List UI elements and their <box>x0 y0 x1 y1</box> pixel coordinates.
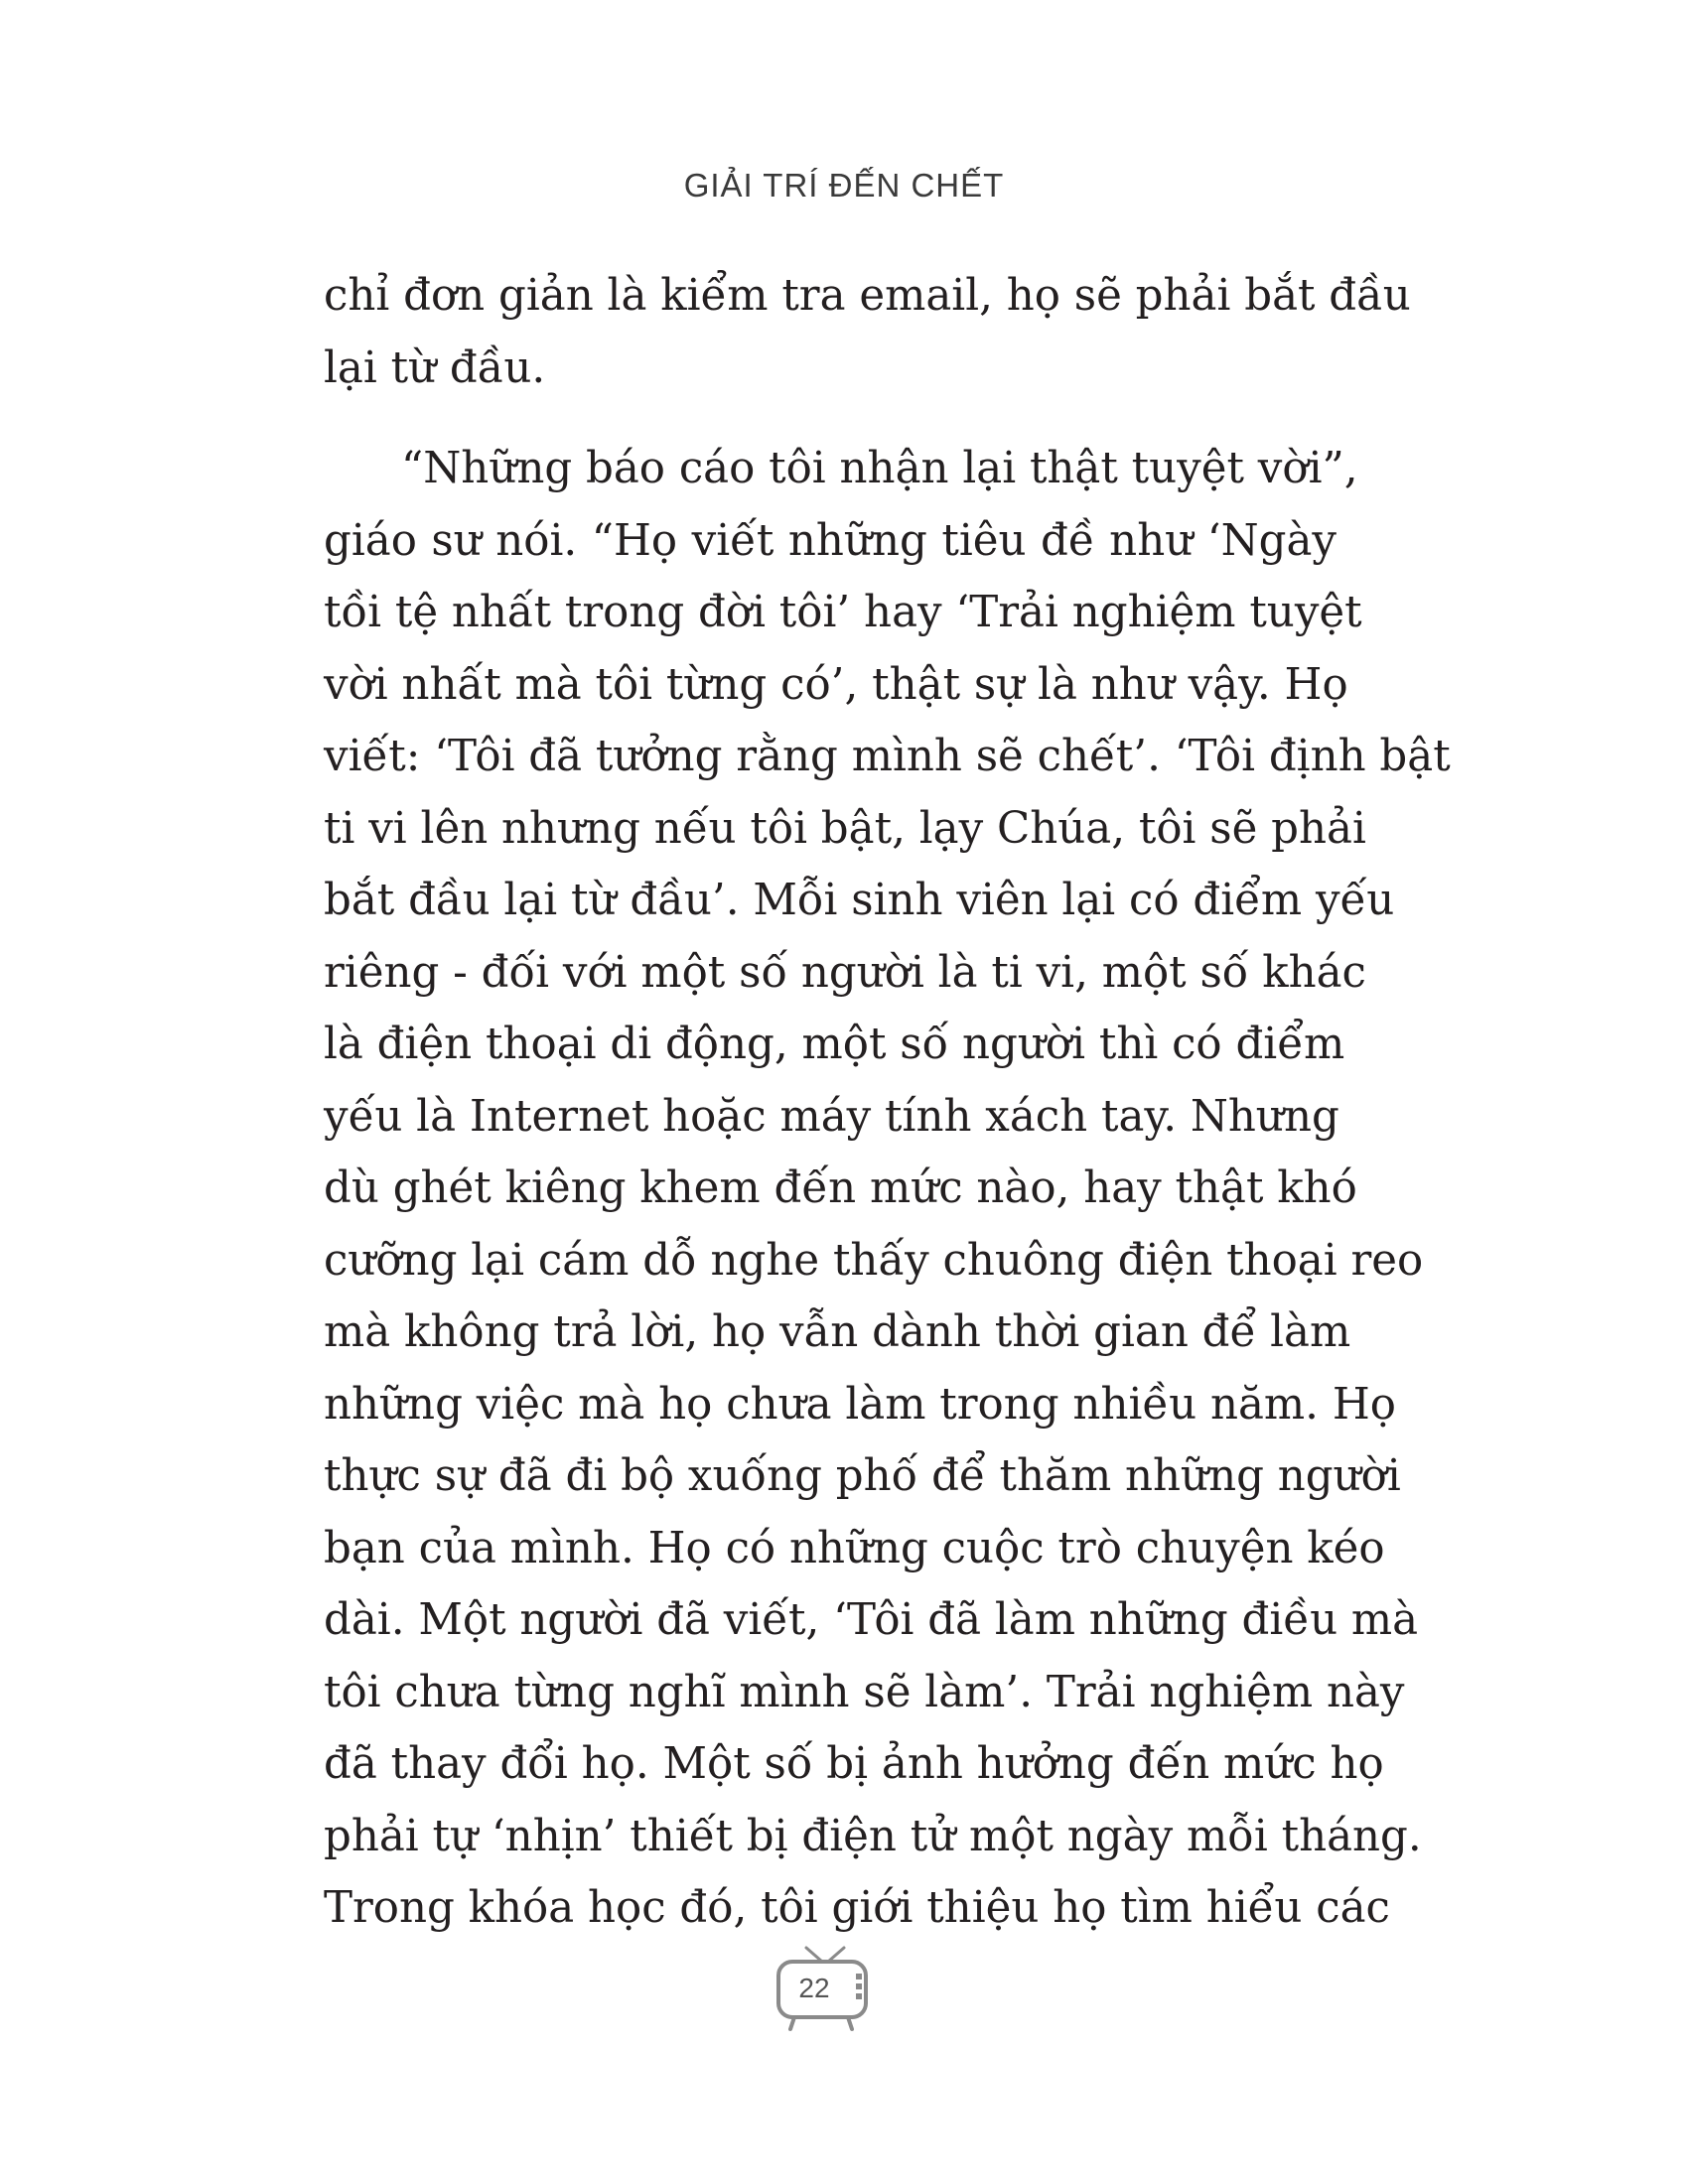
text-line-16: những việc mà họ chưa làm trong nhiều năm. Họ <box>324 1379 1396 1430</box>
text-line-10: riêng - đối với một số người là ti vi, một số khác <box>324 947 1366 998</box>
text-line-17: thực sự đã đi bộ xuống phố để thăm những người <box>324 1451 1401 1501</box>
text-line-4: giáo sư nói. “Họ viết những tiêu đề như ‘Ngày <box>324 515 1336 566</box>
text-line-7: viết: ‘Tôi đã tưởng rằng mình sẽ chết’. ‘Tôi định bật <box>324 732 1451 781</box>
text-line-23: Trong khóa học đó, tôi giới thiệu họ tìm hiểu các <box>324 1883 1390 1933</box>
running-head: GIẢI TRÍ ĐẾN CHẾT <box>683 167 1005 204</box>
text-line-5: tồi tệ nhất trong đời tôi’ hay ‘Trải nghiệm tuyệt <box>324 588 1362 637</box>
text-line-6: vời nhất mà tôi từng có’, thật sự là như vậy. Họ <box>324 659 1348 710</box>
text-line-11: là điện thoại di động, một số người thì có điểm <box>324 1020 1345 1069</box>
page-number-footer <box>0 1944 1688 2033</box>
text-line-8: ti vi lên nhưng nếu tôi bật, lạy Chúa, tôi sẽ phải <box>324 803 1366 854</box>
text-line-3: “Những báo cáo tôi nhận lại thật tuyệt vời”, <box>401 444 1358 493</box>
text-line-22: phải tự ‘nhịn’ thiết bị điện tử một ngày mỗi tháng. <box>324 1811 1422 1861</box>
text-line-18: bạn của mình. Họ có những cuộc trò chuyện kéo <box>324 1523 1385 1573</box>
body-text <box>324 260 1451 1945</box>
text-line-12: yếu là Internet hoặc máy tính xách tay. Nhưng <box>324 1091 1339 1142</box>
text-line-19: dài. Một người đã viết, ‘Tôi đã làm những điều mà <box>324 1595 1419 1645</box>
text-line-13: dù ghét kiêng khem đến mức nào, hay thật khó <box>324 1163 1357 1213</box>
text-line-9: bắt đầu lại từ đầu’. Mỗi sinh viên lại có điểm yếu <box>324 876 1395 925</box>
text-line-1: chỉ đơn giản là kiểm tra email, họ sẽ phải bắt đầu <box>324 271 1411 321</box>
paragraph-gap <box>324 404 1336 433</box>
text-line-15: mà không trả lời, họ vẫn dành thời gian để làm <box>324 1307 1351 1357</box>
text-line-20: tôi chưa từng nghĩ mình sẽ làm’. Trải nghiệm này <box>324 1667 1405 1717</box>
text-line-21: đã thay đổi họ. Một số bị ảnh hưởng đến mức họ <box>324 1739 1384 1789</box>
text-line-14: cưỡng lại cám dỗ nghe thấy chuông điện thoại reo <box>324 1235 1424 1286</box>
page-number: 22 <box>798 1973 830 2003</box>
text-line-2: lại từ đầu. <box>324 342 546 393</box>
